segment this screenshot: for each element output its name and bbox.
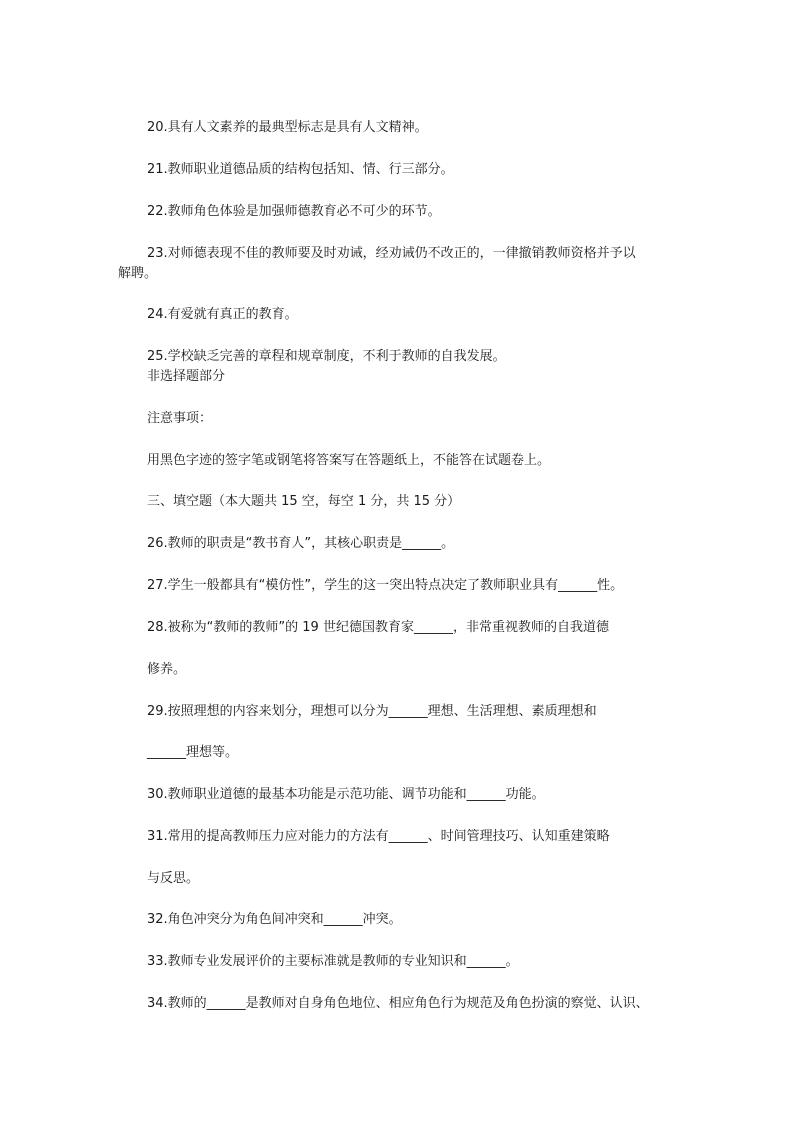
statement-23: 23.对师德表现不佳的教师要及时劝诫，经劝诫仍不改正的，一律撤销教师资格并予以 [147, 246, 636, 261]
section-heading-fill-in: 三、填空题（本大题共 15 空，每空 1 分，共 15 分） [147, 494, 461, 509]
notice-text: 用黑色字迹的签字笔或钢笔将答案写在答题纸上，不能答在试题卷上。 [147, 453, 551, 468]
statement-20: 20.具有人文素养的最典型标志是具有人文精神。 [147, 120, 428, 135]
question-30: 30.教师职业道德的最基本功能是示范功能、调节功能和______功能。 [147, 787, 545, 802]
question-33: 33.教师专业发展评价的主要标准就是教师的专业知识和______。 [147, 954, 519, 969]
question-34: 34.教师的______是教师对自身角色地位、相应角色行为规范及角色扮演的察觉、认识、 [147, 996, 649, 1011]
section-heading-non-choice: 非选择题部分 [147, 369, 226, 384]
notice-heading: 注意事项： [147, 411, 213, 426]
question-27: 27.学生一般都具有“模仿性”，学生的这一突出特点决定了教师职业具有______性。 [147, 578, 624, 593]
statement-22: 22.教师角色体验是加强师德教育必不可少的环节。 [147, 204, 441, 219]
statement-21: 21.教师职业道德品质的结构包括知、情、行三部分。 [147, 162, 454, 177]
question-26: 26.教师的职责是“教书育人”，其核心职责是______。 [147, 536, 455, 551]
question-31-continued: 与反思。 [147, 871, 200, 886]
question-31: 31.常用的提高教师压力应对能力的方法有______、时间管理技巧、认知重建策略 [147, 829, 610, 844]
question-29-continued: ______理想等。 [147, 745, 239, 760]
question-28: 28.被称为“教师的教师”的 19 世纪德国教育家______，非常重视教师的自我道德 [147, 620, 609, 635]
question-29: 29.按照理想的内容来划分，理想可以分为______理想、生活理想、素质理想和 [147, 704, 597, 719]
statement-23-continued: 解聘。 [118, 266, 158, 281]
question-32: 32.角色冲突分为角色间冲突和______冲突。 [147, 912, 402, 927]
statement-24: 24.有爱就有真正的教育。 [147, 307, 298, 322]
question-28-continued: 修养。 [147, 662, 187, 677]
statement-25: 25.学校缺乏完善的章程和规章制度，不利于教师的自我发展。 [147, 349, 506, 364]
